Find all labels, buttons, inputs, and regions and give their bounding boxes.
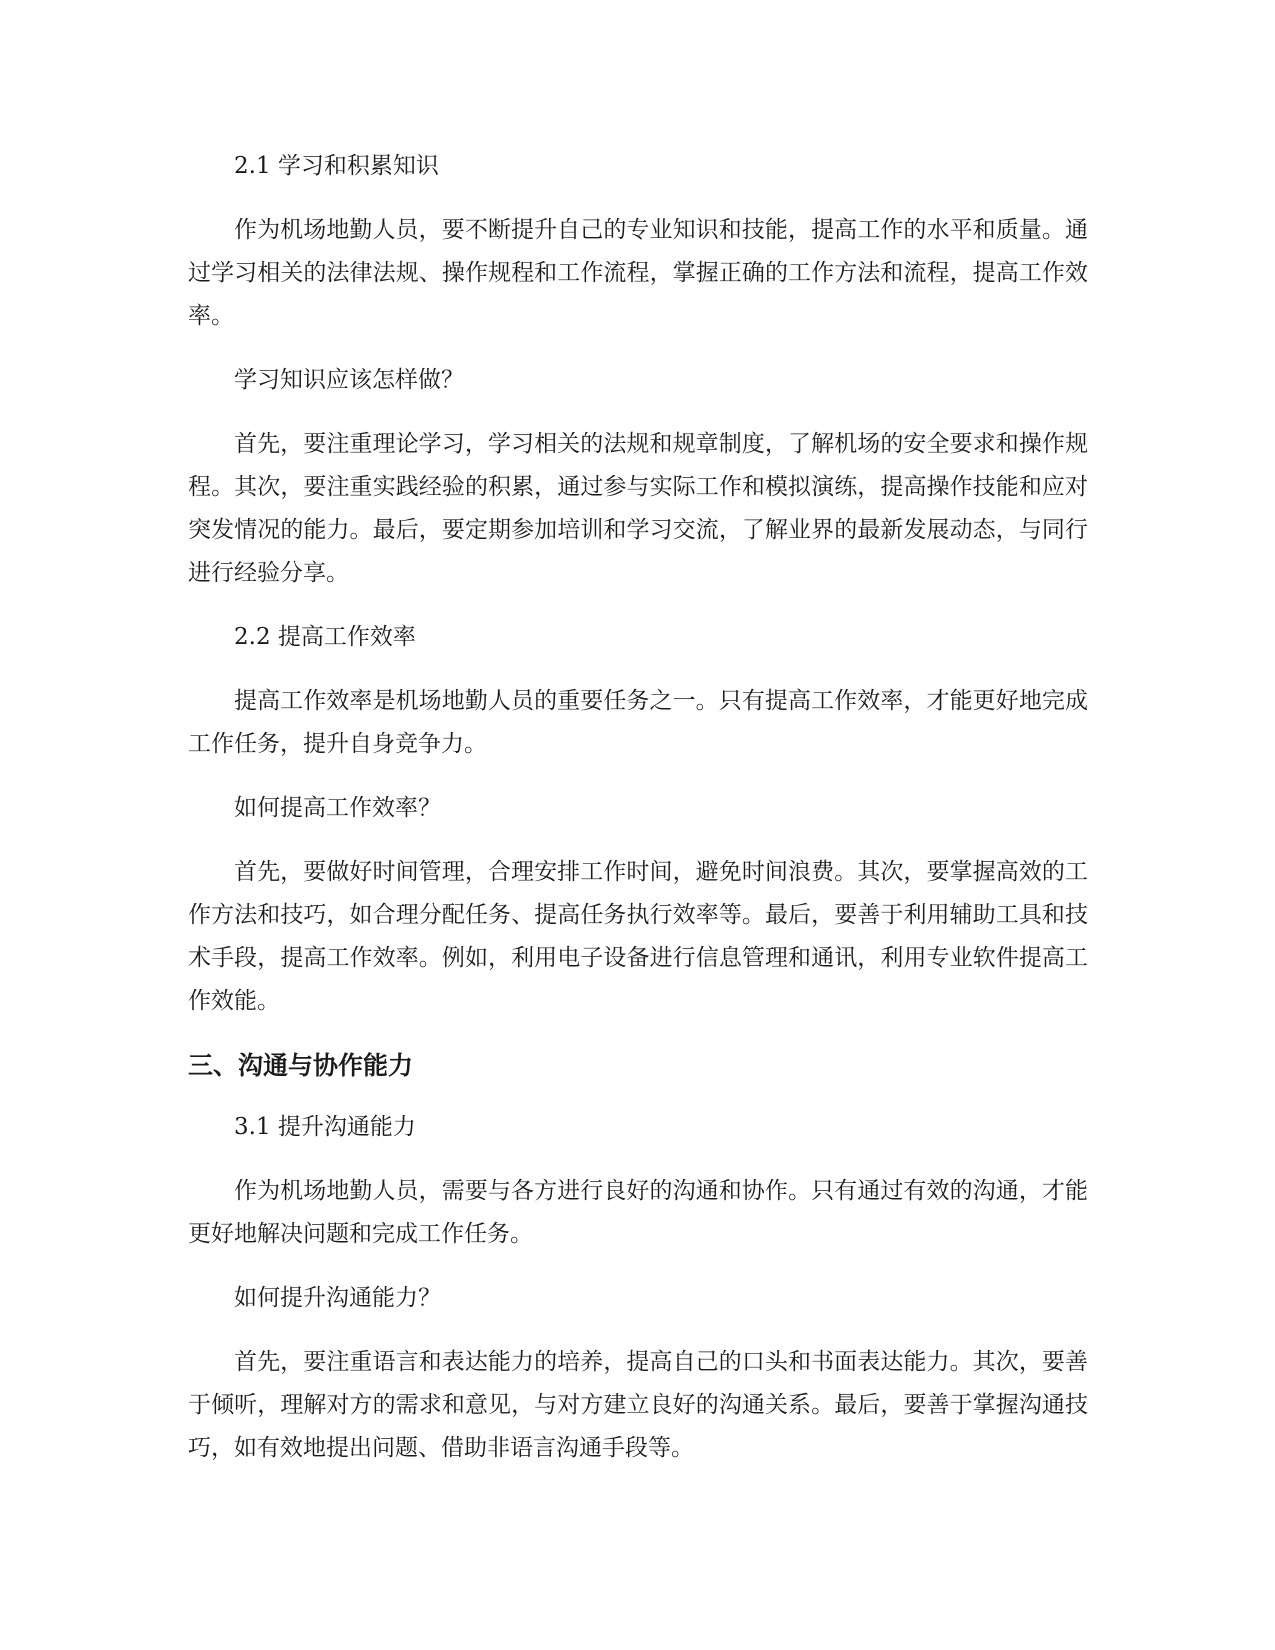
paragraph-communication-steps: 首先，要注重语言和表达能力的培养，提高自己的口头和书面表达能力。其次，要善于倾听，理解对方的需求和意见，与对方建立良好的沟通关系。最后，要善于掌握沟通技巧，如有效地提出问题、借助非语言沟通手段等。 [188, 1349, 1088, 1461]
paragraph-learning-intro: 作为机场地勤人员，要不断提升自己的专业知识和技能，提高工作的水平和质量。通过学习相关的法律法规、操作规程和工作流程，掌握正确的工作方法和流程，提高工作效率。 [188, 217, 1088, 329]
document-body [188, 145, 1088, 1491]
paragraph-communication-intro: 作为机场地勤人员，需要与各方进行良好的沟通和协作。只有通过有效的沟通，才能更好地解决问题和完成工作任务。 [188, 1178, 1088, 1247]
paragraph-learning-steps: 首先，要注重理论学习，学习相关的法规和规章制度，了解机场的安全要求和操作规程。其次，要注重实践经验的积累，通过参与实际工作和模拟演练，提高操作技能和应对突发情况的能力。最后，要定期参加培训和学习交流，了解业界的最新发展动态，与同行进行经验分享。 [188, 431, 1088, 586]
paragraph-efficiency-steps: 首先，要做好时间管理，合理安排工作时间，避免时间浪费。其次，要掌握高效的工作方法和技巧，如合理分配任务、提高任务执行效率等。最后，要善于利用辅助工具和技术手段，提高工作效率。例如，利用电子设备进行信息管理和通讯，利用专业软件提高工作效能。 [188, 859, 1088, 1014]
paragraph-efficiency-intro: 提高工作效率是机场地勤人员的重要任务之一。只有提高工作效率，才能更好地完成工作任务，提升自身竞争力。 [188, 688, 1088, 757]
subheading-2-1: 2.1 学习和积累知识 [234, 153, 439, 179]
question-how-to-learn: 学习知识应该怎样做？ [234, 367, 464, 393]
section-heading-3: 三、沟通与协作能力 [188, 1051, 414, 1080]
question-how-to-improve-efficiency: 如何提高工作效率？ [234, 795, 441, 821]
question-how-to-communicate: 如何提升沟通能力？ [234, 1285, 441, 1311]
subheading-3-1: 3.1 提升沟通能力 [234, 1114, 416, 1140]
subheading-2-2: 2.2 提高工作效率 [234, 624, 416, 650]
